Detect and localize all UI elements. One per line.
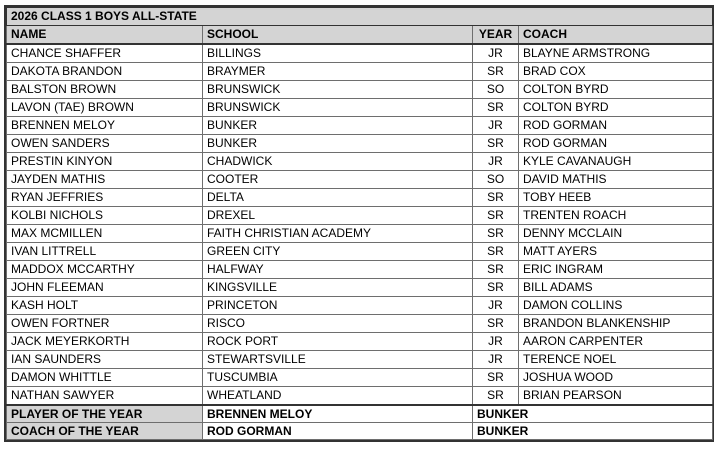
cell-school: DREXEL bbox=[203, 207, 473, 225]
cell-year: SR bbox=[473, 279, 519, 297]
cell-coach: COLTON BYRD bbox=[519, 81, 713, 99]
cell-school: CHADWICK bbox=[203, 153, 473, 171]
cell-coach: MATT AYERS bbox=[519, 243, 713, 261]
cell-coach: DAMON COLLINS bbox=[519, 297, 713, 315]
cell-coach: DENNY MCCLAIN bbox=[519, 225, 713, 243]
table-row bbox=[7, 189, 713, 207]
cell-school: COOTER bbox=[203, 171, 473, 189]
cell-school: KINGSVILLE bbox=[203, 279, 473, 297]
cell-coach: BILL ADAMS bbox=[519, 279, 713, 297]
award-name: ROD GORMAN bbox=[203, 423, 473, 440]
table-row bbox=[7, 153, 713, 171]
cell-school: GREEN CITY bbox=[203, 243, 473, 261]
cell-name: PRESTIN KINYON bbox=[7, 153, 203, 171]
cell-coach: TRENTEN ROACH bbox=[519, 207, 713, 225]
cell-name: KOLBI NICHOLS bbox=[7, 207, 203, 225]
table-row bbox=[7, 135, 713, 153]
cell-coach: ROD GORMAN bbox=[519, 135, 713, 153]
cell-coach: COLTON BYRD bbox=[519, 99, 713, 117]
award-label: COACH OF THE YEAR bbox=[7, 423, 203, 440]
cell-year: SR bbox=[473, 135, 519, 153]
cell-name: DAKOTA BRANDON bbox=[7, 63, 203, 81]
cell-year: SO bbox=[473, 171, 519, 189]
cell-name: IAN SAUNDERS bbox=[7, 351, 203, 369]
table-row bbox=[7, 63, 713, 81]
cell-year: SR bbox=[473, 99, 519, 117]
cell-name: BRENNEN MELOY bbox=[7, 117, 203, 135]
award-school: BUNKER bbox=[473, 405, 713, 423]
cell-school: BUNKER bbox=[203, 117, 473, 135]
table-row bbox=[7, 81, 713, 99]
cell-name: NATHAN SAWYER bbox=[7, 387, 203, 406]
table-row bbox=[7, 243, 713, 261]
cell-year: SR bbox=[473, 369, 519, 387]
cell-coach: TERENCE NOEL bbox=[519, 351, 713, 369]
cell-school: BRUNSWICK bbox=[203, 99, 473, 117]
cell-school: BRUNSWICK bbox=[203, 81, 473, 99]
cell-year: SR bbox=[473, 315, 519, 333]
header-coach: COACH bbox=[519, 26, 713, 45]
award-row bbox=[7, 423, 713, 440]
cell-school: FAITH CHRISTIAN ACADEMY bbox=[203, 225, 473, 243]
cell-name: OWEN FORTNER bbox=[7, 315, 203, 333]
award-school: BUNKER bbox=[473, 423, 713, 440]
cell-school: BUNKER bbox=[203, 135, 473, 153]
cell-school: PRINCETON bbox=[203, 297, 473, 315]
cell-year: JR bbox=[473, 44, 519, 63]
cell-name: LAVON (TAE) BROWN bbox=[7, 99, 203, 117]
cell-name: JAYDEN MATHIS bbox=[7, 171, 203, 189]
cell-school: BRAYMER bbox=[203, 63, 473, 81]
cell-coach: DAVID MATHIS bbox=[519, 171, 713, 189]
award-row bbox=[7, 405, 713, 423]
cell-year: SR bbox=[473, 243, 519, 261]
cell-name: BALSTON BROWN bbox=[7, 81, 203, 99]
cell-coach: BLAYNE ARMSTRONG bbox=[519, 44, 713, 63]
cell-name: JACK MEYERKORTH bbox=[7, 333, 203, 351]
cell-school: BILLINGS bbox=[203, 44, 473, 63]
cell-name: IVAN LITTRELL bbox=[7, 243, 203, 261]
header-name: NAME bbox=[7, 26, 203, 45]
cell-coach: ROD GORMAN bbox=[519, 117, 713, 135]
cell-coach: TOBY HEEB bbox=[519, 189, 713, 207]
cell-school: RISCO bbox=[203, 315, 473, 333]
table-row bbox=[7, 171, 713, 189]
cell-coach: KYLE CAVANAUGH bbox=[519, 153, 713, 171]
cell-year: SR bbox=[473, 225, 519, 243]
cell-year: SR bbox=[473, 207, 519, 225]
cell-name: MADDOX MCCARTHY bbox=[7, 261, 203, 279]
cell-year: JR bbox=[473, 351, 519, 369]
table-row bbox=[7, 279, 713, 297]
cell-school: STEWARTSVILLE bbox=[203, 351, 473, 369]
cell-name: OWEN SANDERS bbox=[7, 135, 203, 153]
cell-year: JR bbox=[473, 297, 519, 315]
table-row bbox=[7, 117, 713, 135]
title-row bbox=[7, 8, 713, 26]
cell-year: JR bbox=[473, 333, 519, 351]
cell-school: TUSCUMBIA bbox=[203, 369, 473, 387]
all-state-table bbox=[6, 7, 713, 440]
award-name: BRENNEN MELOY bbox=[203, 405, 473, 423]
table-row bbox=[7, 99, 713, 117]
cell-name: RYAN JEFFRIES bbox=[7, 189, 203, 207]
cell-name: KASH HOLT bbox=[7, 297, 203, 315]
cell-year: SO bbox=[473, 81, 519, 99]
table-row bbox=[7, 261, 713, 279]
cell-name: MAX MCMILLEN bbox=[7, 225, 203, 243]
table-row bbox=[7, 369, 713, 387]
cell-school: HALFWAY bbox=[203, 261, 473, 279]
cell-school: WHEATLAND bbox=[203, 387, 473, 406]
cell-year: SR bbox=[473, 387, 519, 406]
table-row bbox=[7, 333, 713, 351]
table-row bbox=[7, 351, 713, 369]
cell-name: CHANCE SHAFFER bbox=[7, 44, 203, 63]
cell-coach: BRAD COX bbox=[519, 63, 713, 81]
table-row bbox=[7, 297, 713, 315]
header-school: SCHOOL bbox=[203, 26, 473, 45]
cell-coach: ERIC INGRAM bbox=[519, 261, 713, 279]
table-row bbox=[7, 207, 713, 225]
cell-coach: AARON CARPENTER bbox=[519, 333, 713, 351]
cell-year: JR bbox=[473, 153, 519, 171]
cell-name: DAMON WHITTLE bbox=[7, 369, 203, 387]
cell-coach: JOSHUA WOOD bbox=[519, 369, 713, 387]
cell-coach: BRIAN PEARSON bbox=[519, 387, 713, 406]
table-row bbox=[7, 387, 713, 406]
cell-year: SR bbox=[473, 63, 519, 81]
all-state-table-container bbox=[4, 5, 714, 442]
table-title: 2026 CLASS 1 BOYS ALL-STATE bbox=[7, 8, 713, 26]
header-row bbox=[7, 26, 713, 45]
cell-coach: BRANDON BLANKENSHIP bbox=[519, 315, 713, 333]
cell-school: DELTA bbox=[203, 189, 473, 207]
award-label: PLAYER OF THE YEAR bbox=[7, 405, 203, 423]
table-row bbox=[7, 44, 713, 63]
cell-year: SR bbox=[473, 261, 519, 279]
table-row bbox=[7, 225, 713, 243]
cell-name: JOHN FLEEMAN bbox=[7, 279, 203, 297]
header-year: YEAR bbox=[473, 26, 519, 45]
cell-school: ROCK PORT bbox=[203, 333, 473, 351]
cell-year: SR bbox=[473, 189, 519, 207]
cell-year: JR bbox=[473, 117, 519, 135]
table-row bbox=[7, 315, 713, 333]
